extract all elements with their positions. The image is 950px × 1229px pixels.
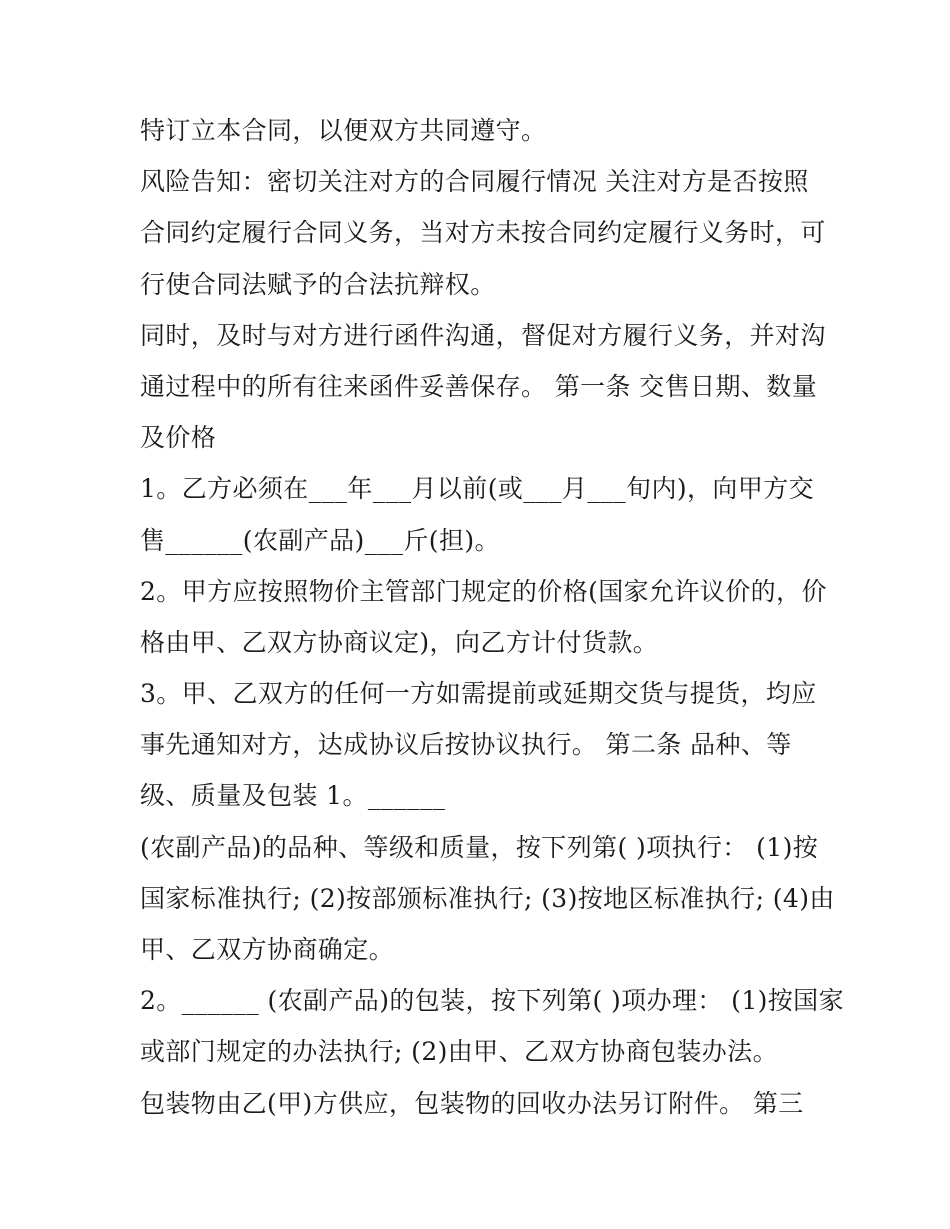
contract-text-body [140, 105, 844, 1129]
text-line: 同时，及时与对方进行函件沟通，督促对方履行义务，并对沟 [140, 320, 826, 350]
text-line: 级、质量及包装 1。______ [140, 781, 446, 811]
text-line: 2。______ (农副产品)的包装，按下列第( )项办理： (1)按国家 [140, 986, 844, 1016]
text-line: 格由甲、乙双方协商议定)，向乙方计付货款。 [140, 627, 659, 657]
text-line: (农副产品)的品种、等级和质量，按下列第( )项执行： (1)按 [140, 832, 819, 862]
text-line: 1。乙方必须在___年___月以前(或___月___旬内)，向甲方交 [140, 474, 815, 504]
text-line: 合同约定履行合同义务，当对方未按合同约定履行义务时，可 [140, 218, 826, 248]
text-line: 事先通知对方，达成协议后按协议执行。 第二条 品种、等 [140, 730, 792, 760]
text-line: 行使合同法赋予的合法抗辩权。 [140, 269, 496, 299]
text-line: 3。甲、乙双方的任何一方如需提前或延期交货与提货，均应 [140, 679, 817, 709]
text-line: 特订立本合同，以便双方共同遵守。 [140, 116, 547, 145]
text-line: 包装物由乙(甲)方供应，包装物的回收办法另订附件。 第三 [140, 1088, 804, 1118]
text-line: 通过程中的所有往来函件妥善保存。 第一条 交售日期、数量 [140, 371, 818, 401]
text-line: 或部门规定的办法执行; (2)由甲、乙双方协商包装办法。 [140, 1037, 778, 1067]
text-line: 甲、乙双方协商确定。 [140, 935, 395, 964]
text-line: 2。甲方应按照物价主管部门规定的价格(国家允许议价的，价 [140, 576, 827, 606]
text-line: 售______(农副产品)___斤(担)。 [140, 525, 500, 555]
text-line: 风险告知：密切关注对方的合同履行情况 关注对方是否按照 [140, 167, 809, 197]
text-line: 及价格 [140, 423, 217, 453]
text-line: 国家标准执行; (2)按部颁标准执行; (3)按地区标准执行; (4)由 [140, 883, 835, 913]
